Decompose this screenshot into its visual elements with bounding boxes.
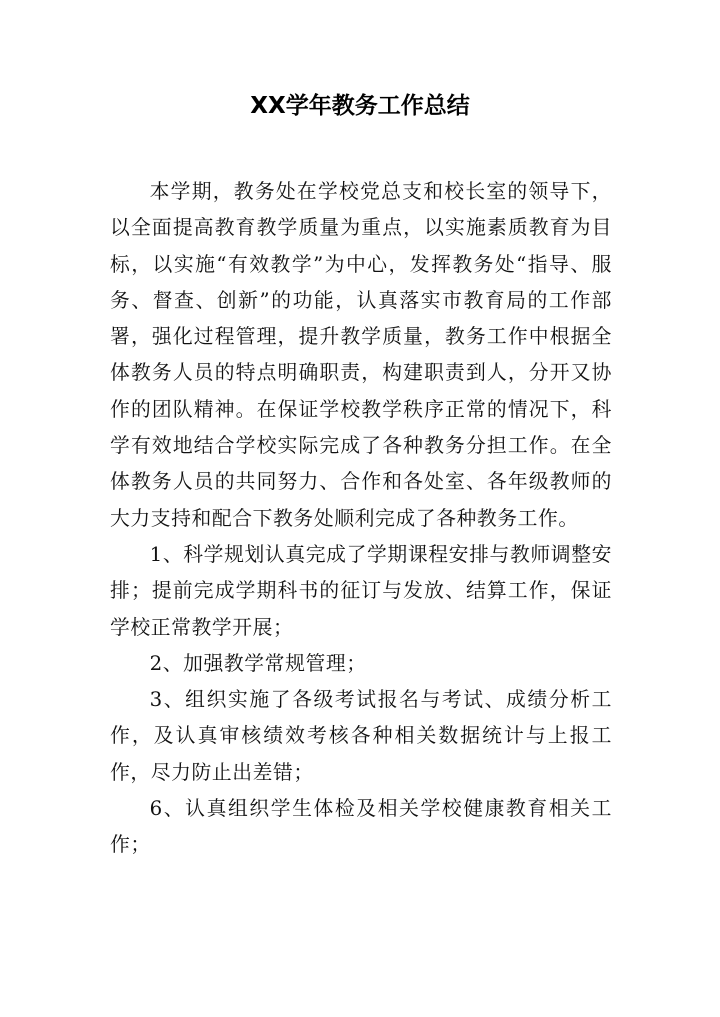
item-6-paragraph: 6、认真组织学生体检及相关学校健康教育相关工作；: [110, 797, 612, 857]
document-title: XX学年教务工作总结: [250, 93, 470, 119]
item-1-paragraph: 1、科学规划认真完成了学期课程安排与教师调整安排；提前完成学期科书的征订与发放、结算工作，保证学校正常教学开展；: [110, 542, 612, 639]
intro-paragraph: 本学期，教务处在学校党总支和校长室的领导下，以全面提高教育教学质量为重点，以实施素质教育为目标，以实施“有效教学”为中心，发挥教务处“指导、服务、督查、创新”的功能，认真落实市教育局的工作部署，强化过程管理，提升教学质量，教务工作中根据全体教务人员的特点明确职责，构建职责到人，分开又协作的团队精神。在保证学校教学秩序正常的情况下，科学有效地结合学校实际完成了各种教务分担工作。在全体教务人员的共同努力、合作和各处室、各年级教师的大力支持和配合下教务处顺利完成了各种教务工作。: [110, 180, 612, 530]
document-body: [110, 174, 612, 864]
item-2-paragraph: 2、加强教学常规管理；: [149, 651, 367, 675]
item-3-paragraph: 3、组织实施了各级考试报名与考试、成绩分析工作，及认真审核绩效考核各种相关数据统计与上报工作，尽力防止出差错；: [110, 688, 612, 784]
